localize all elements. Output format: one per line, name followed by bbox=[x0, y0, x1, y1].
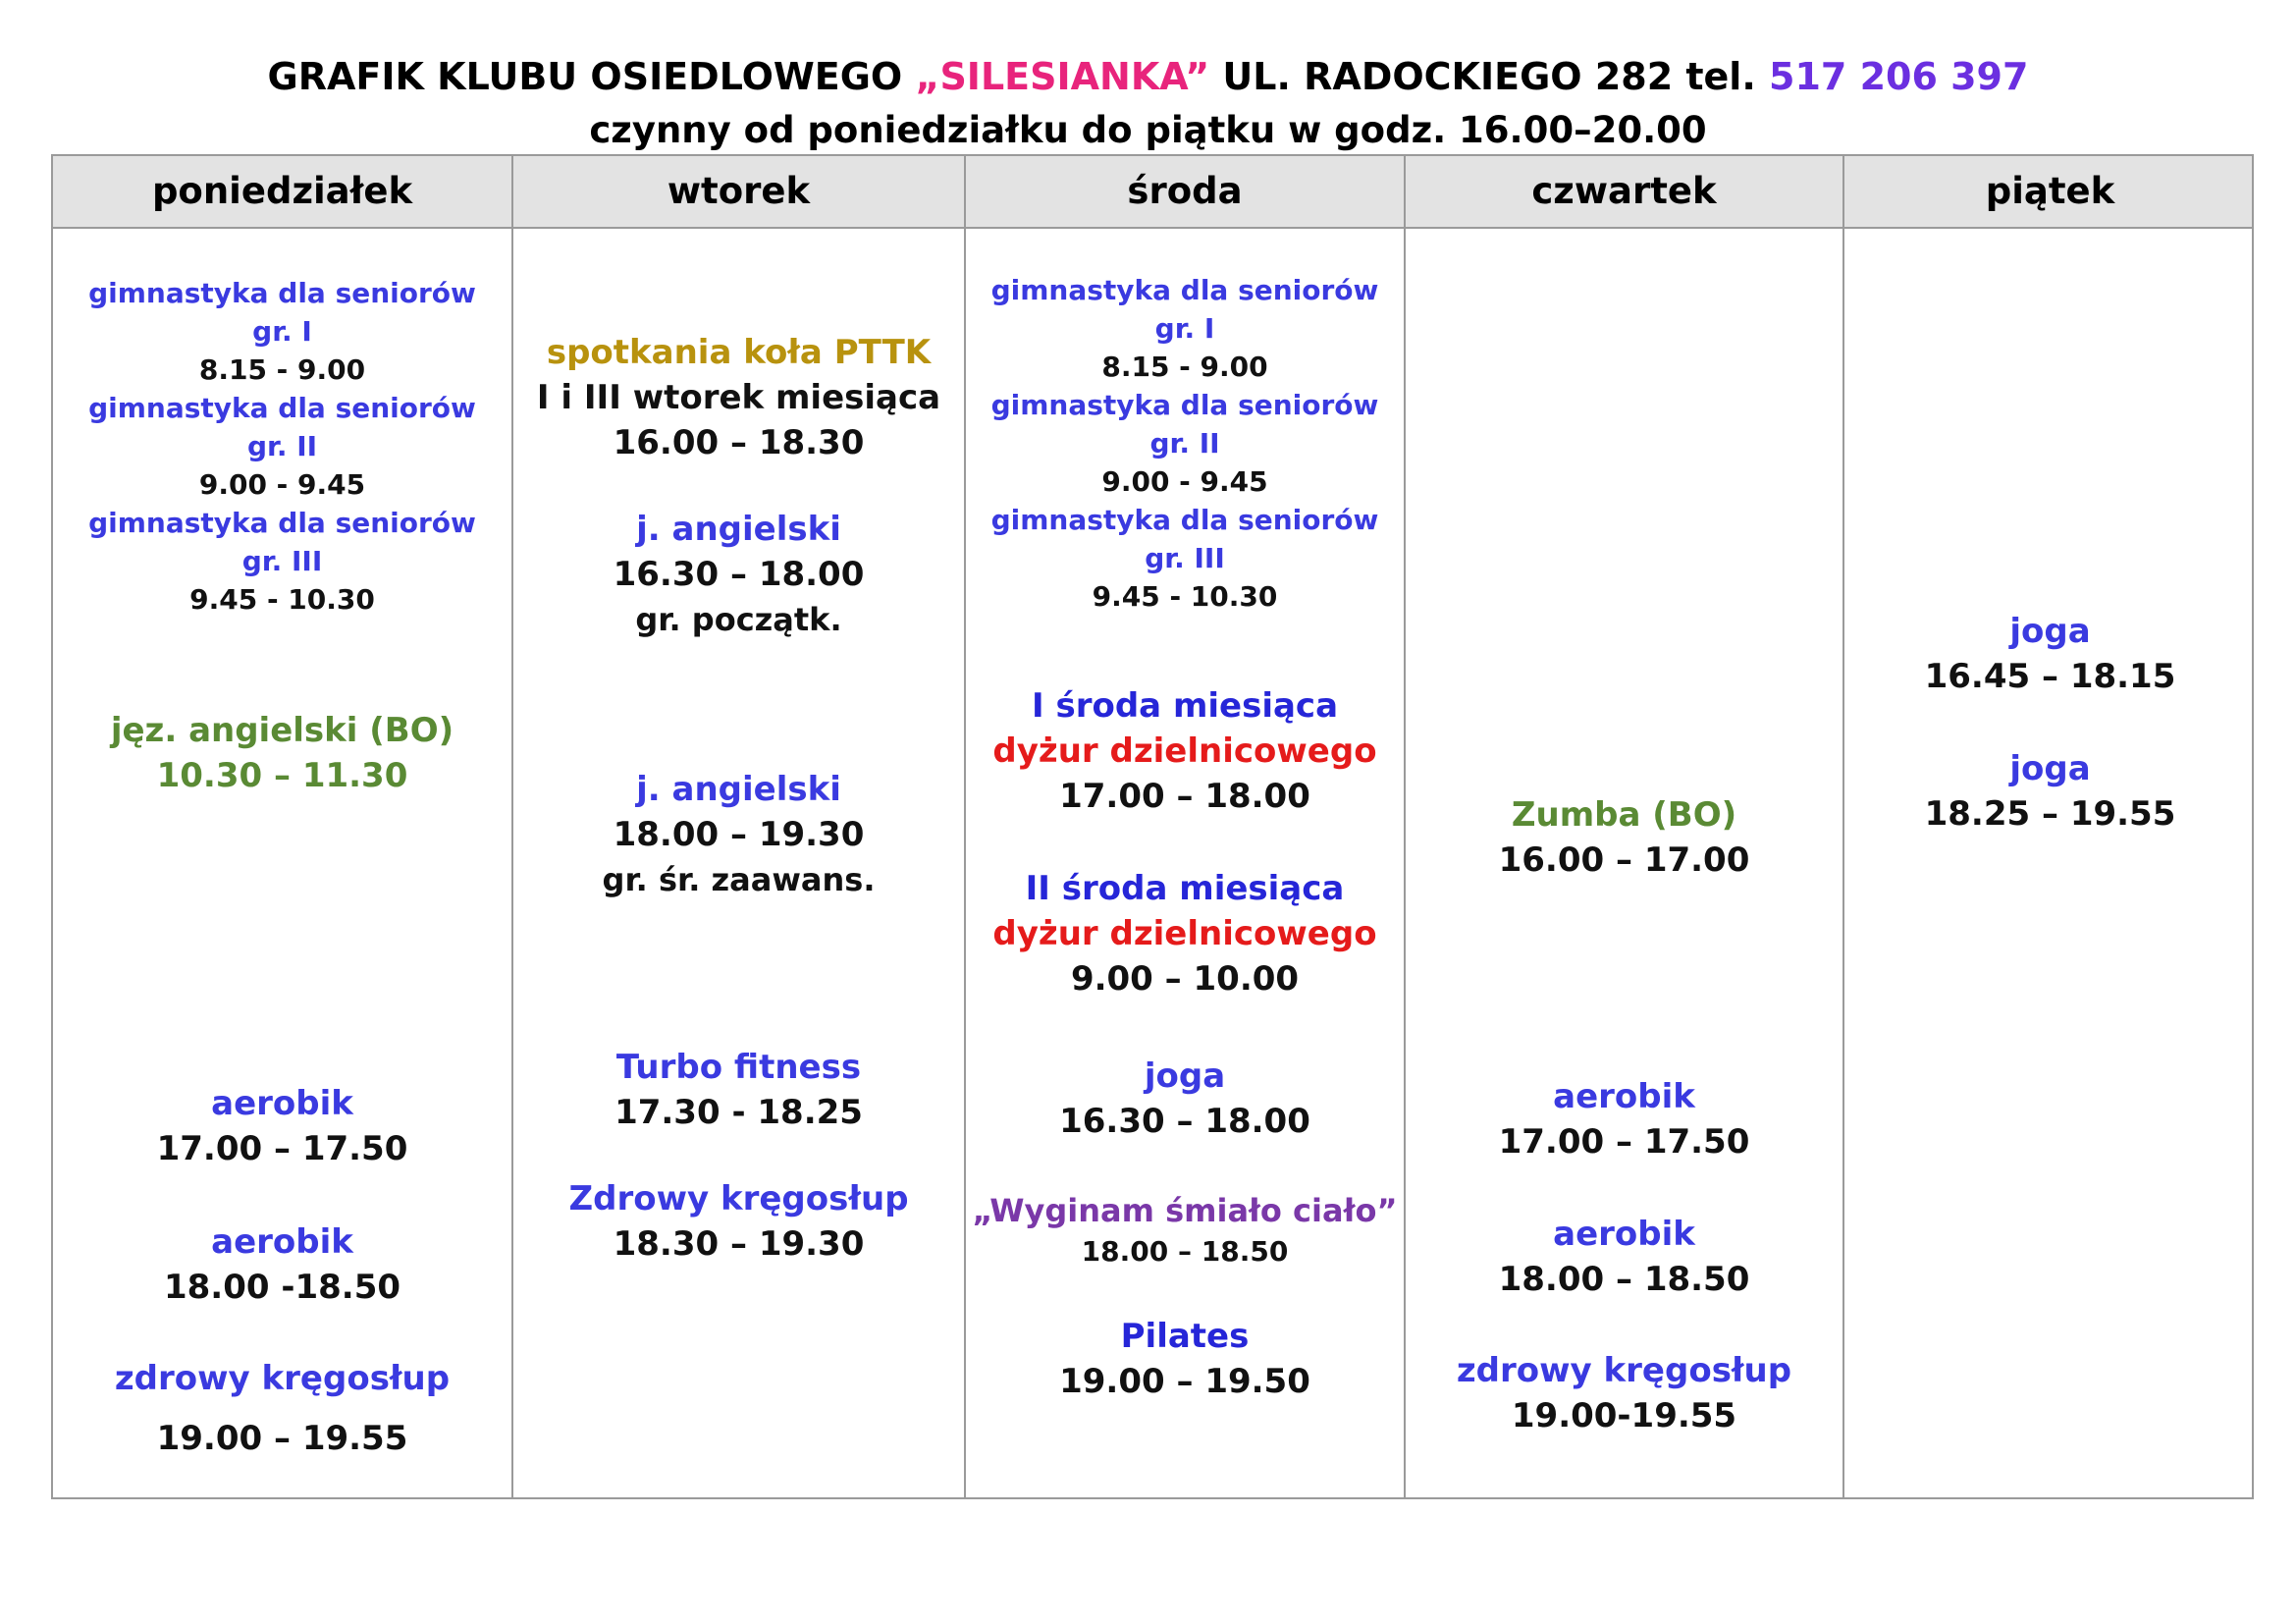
activity-name: gimnastyka dla seniorów bbox=[990, 504, 1379, 536]
monday-aerobik-2 bbox=[53, 1219, 511, 1310]
activity-time: 16.45 – 18.15 bbox=[1924, 657, 2176, 696]
tuesday-healthy-spine bbox=[513, 1176, 964, 1267]
thursday-healthy-spine bbox=[1406, 1348, 1842, 1438]
wednesday-seniors-gym-group-3 bbox=[966, 501, 1404, 616]
thursday-aerobik-1 bbox=[1406, 1074, 1842, 1164]
activity-name: aerobik bbox=[1553, 1215, 1695, 1254]
thursday-zumba bbox=[1406, 792, 1842, 883]
activity-time: 17.30 - 18.25 bbox=[614, 1093, 863, 1132]
activity-name: aerobik bbox=[1553, 1077, 1695, 1116]
activity-group: gr. III bbox=[1145, 542, 1225, 574]
activity-group: gr. śr. zaawans. bbox=[602, 861, 876, 898]
activity-time: 19.00 – 19.55 bbox=[156, 1419, 408, 1458]
thursday-aerobik-2 bbox=[1406, 1212, 1842, 1302]
wednesday-pilates bbox=[966, 1314, 1404, 1404]
activity-name: Turbo fitness bbox=[615, 1048, 862, 1087]
activity-time: 16.30 – 18.00 bbox=[1059, 1102, 1310, 1141]
activity-time: 8.15 - 9.00 bbox=[198, 353, 366, 386]
activity-group: gr. III bbox=[241, 545, 323, 577]
activity-name: joga bbox=[2009, 612, 2091, 651]
monday-healthy-spine bbox=[53, 1356, 511, 1461]
title-club-brand: „SILESIANKA” bbox=[915, 55, 1210, 98]
activity-name: spotkania koła PTTK bbox=[546, 333, 932, 372]
activity-time: 18.00 – 18.50 bbox=[1498, 1260, 1750, 1299]
activity-time: 18.30 – 19.30 bbox=[613, 1224, 865, 1264]
activity-time: 9.00 – 10.00 bbox=[1070, 959, 1300, 999]
activity-time: 10.30 – 11.30 bbox=[156, 756, 408, 795]
wednesday-police-duty-1 bbox=[966, 683, 1404, 819]
activity-name: Pilates bbox=[1120, 1317, 1250, 1356]
activity-time: 9.00 - 9.45 bbox=[1101, 465, 1268, 498]
tuesday-pttk-meetings bbox=[513, 330, 964, 465]
day-header-wednesday: środa bbox=[1127, 170, 1243, 212]
activity-name: aerobik bbox=[211, 1222, 353, 1262]
monday-seniors-gym-group-2 bbox=[53, 389, 511, 504]
activity-time: 18.25 – 19.55 bbox=[1924, 794, 2176, 834]
activity-name: gimnastyka dla seniorów bbox=[88, 277, 476, 309]
activity-time: 17.00 – 17.50 bbox=[156, 1129, 408, 1168]
schedule-title bbox=[0, 47, 2296, 106]
activity-when: I środa miesiąca bbox=[1031, 686, 1339, 726]
monday-english bbox=[53, 708, 511, 798]
activity-name: gimnastyka dla seniorów bbox=[88, 392, 476, 424]
wednesday-police-duty-2 bbox=[966, 866, 1404, 1001]
friday-yoga-1 bbox=[1844, 609, 2256, 699]
wednesday-seniors-gym-group-2 bbox=[966, 386, 1404, 501]
day-header-friday: piątek bbox=[1985, 170, 2115, 212]
activity-time: 19.00 – 19.50 bbox=[1059, 1362, 1310, 1401]
activity-name: Zumba (BO) bbox=[1511, 795, 1737, 835]
schedule-subtitle: czynny od poniedziałku do piątku w godz. 16.00–20.00 bbox=[589, 109, 1707, 151]
activity-name: j. angielski bbox=[636, 770, 841, 809]
activity-time: 18.00 -18.50 bbox=[163, 1268, 401, 1307]
monday-aerobik-1 bbox=[53, 1081, 511, 1171]
friday-yoga-2 bbox=[1844, 746, 2256, 837]
tuesday-english-intermediate bbox=[513, 767, 964, 902]
tuesday-turbo-fitness bbox=[513, 1045, 964, 1135]
activity-group: gr. II bbox=[246, 430, 318, 462]
activity-time: 17.00 – 18.00 bbox=[1059, 777, 1310, 816]
wednesday-seniors-gym-group-1 bbox=[966, 271, 1404, 386]
activity-name: dyżur dzielnicowego bbox=[992, 914, 1377, 953]
activity-name: zdrowy kręgosłup bbox=[1456, 1351, 1792, 1390]
activity-time: 9.00 - 9.45 bbox=[198, 468, 366, 501]
activity-time: 9.45 - 10.30 bbox=[189, 583, 375, 616]
activity-time: 16.00 – 18.30 bbox=[613, 423, 865, 462]
day-header-tuesday: wtorek bbox=[667, 170, 811, 212]
activity-time: 19.00-19.55 bbox=[1511, 1396, 1737, 1435]
tuesday-english-beginners bbox=[513, 507, 964, 642]
activity-name: aerobik bbox=[211, 1084, 353, 1123]
title-club-name: GRAFIK KLUBU OSIEDLOWEGO bbox=[267, 55, 916, 98]
activity-time: 18.00 – 19.30 bbox=[613, 815, 865, 854]
activity-time: 9.45 - 10.30 bbox=[1092, 580, 1278, 613]
monday-seniors-gym-group-3 bbox=[53, 504, 511, 619]
activity-name: Zdrowy kręgosłup bbox=[568, 1179, 909, 1218]
activity-name: gimnastyka dla seniorów bbox=[990, 389, 1379, 421]
activity-time: 18.00 – 18.50 bbox=[1081, 1235, 1289, 1268]
activity-name: jęz. angielski (BO) bbox=[110, 711, 454, 750]
activity-name: joga bbox=[1144, 1056, 1226, 1096]
activity-name: joga bbox=[2009, 749, 2091, 788]
activity-group: gr. I bbox=[252, 315, 312, 348]
wednesday-yoga bbox=[966, 1054, 1404, 1144]
day-header-monday: poniedziałek bbox=[151, 170, 413, 212]
activity-time: 16.00 – 17.00 bbox=[1498, 840, 1750, 880]
monday-seniors-gym-group-1 bbox=[53, 274, 511, 389]
day-header-thursday: czwartek bbox=[1531, 170, 1717, 212]
activity-name: gimnastyka dla seniorów bbox=[88, 507, 476, 539]
activity-name: dyżur dzielnicowego bbox=[992, 731, 1377, 771]
activity-when: I i III wtorek miesiąca bbox=[536, 378, 941, 417]
wednesday-bend-body bbox=[966, 1189, 1404, 1272]
activity-group: gr. początk. bbox=[635, 601, 842, 638]
activity-name: j. angielski bbox=[636, 510, 841, 549]
activity-name: gimnastyka dla seniorów bbox=[990, 274, 1379, 306]
title-address: UL. RADOCKIEGO 282 tel. bbox=[1209, 55, 1770, 98]
activity-group: gr. II bbox=[1149, 427, 1220, 460]
activity-name: zdrowy kręgosłup bbox=[114, 1359, 451, 1398]
schedule-table bbox=[51, 154, 2254, 1499]
activity-time: 17.00 – 17.50 bbox=[1498, 1122, 1750, 1162]
title-phone: 517 206 397 bbox=[1769, 55, 2029, 98]
activity-name: „Wyginam śmiało ciało” bbox=[972, 1192, 1398, 1229]
activity-group: gr. I bbox=[1154, 312, 1215, 345]
activity-time: 16.30 – 18.00 bbox=[613, 555, 865, 594]
activity-when: II środa miesiąca bbox=[1025, 869, 1345, 908]
activity-time: 8.15 - 9.00 bbox=[1101, 351, 1268, 383]
